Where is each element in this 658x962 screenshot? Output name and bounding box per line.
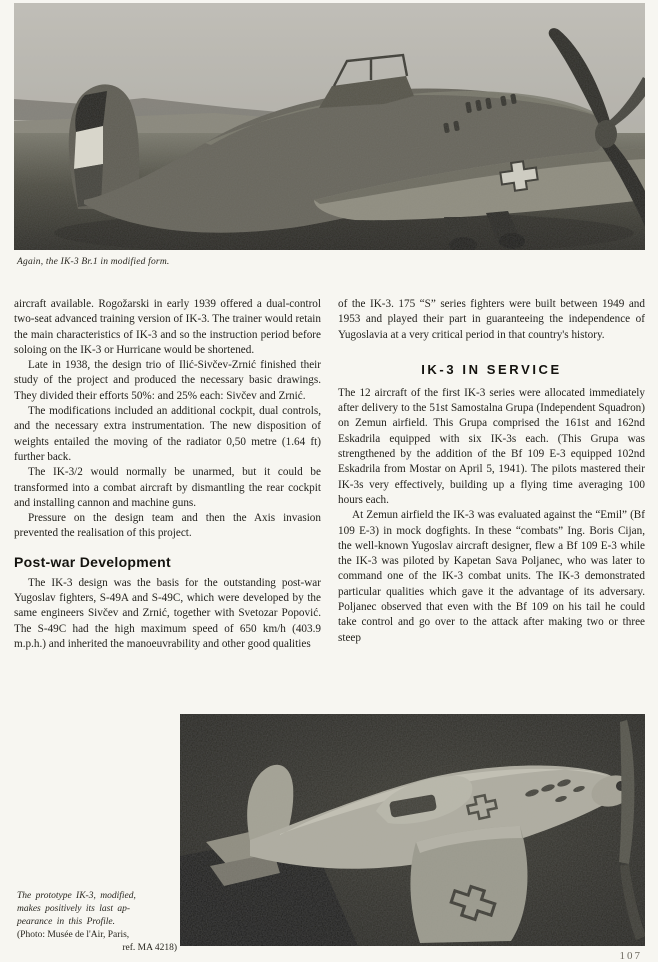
- top-photo-illustration: [14, 3, 645, 250]
- left-column: [14, 297, 321, 652]
- bottom-photo-ik3-prototype: [180, 714, 645, 946]
- top-photo-caption: Again, the IK-3 Br.1 in modified form.: [17, 257, 170, 267]
- section-heading-ik3-in-service: IK-3 IN SERVICE: [421, 361, 562, 377]
- body-paragraph: The IK-3/2 would normally be unarmed, but it could be transformed into a combat aircraft by dismantling the rear cockpit and installing cannon and machine guns.: [14, 466, 321, 509]
- body-columns: [14, 297, 645, 652]
- caption-photo-credit-ref: ref. MA 4218): [122, 943, 177, 953]
- top-photo-ik3-side-view: [14, 3, 645, 250]
- body-paragraph: The modifications included an additional cockpit, dual controls, and the necessary extra instrumentation. The new disposition of weights entailed the moving of the radiator 0,50 metre (1.64 ft) further back.: [14, 405, 321, 463]
- caption-line: The prototype IK-3, modified,: [17, 891, 136, 901]
- page-number: 107: [619, 950, 642, 962]
- section-heading-postwar-development: Post-war Development: [14, 553, 171, 570]
- rudder-stripe-middle: [74, 126, 103, 169]
- body-paragraph: At Zemun airfield the IK-3 was evaluated against the “Emil” (Bf 109 E-3) in mock dogfights. In these “combats” Ing. Boris Cijan, the well-known Yugoslav aircraft designer, flew a Bf 109 E-3 while the IK-3 was piloted by Kapetan Sava Poljanec, who was later to command one of the IK-3 combat units. The IK-3 demonstrated particular qualities which gave it the advantage of its adversary. Poljanec observed that even with the Bf 109 on his tail he could take control and go over to the attack after making two or three steep: [338, 509, 645, 644]
- caption-line: pearance in this Profile.: [17, 917, 115, 927]
- body-paragraph: The 12 aircraft of the first IK-3 series were allocated immediately after delivery to the 51st Samostalna Grupa (Independent Squadron) on Zemun airfield. This Grupa comprised the 161st and 162nd Eskadrila equipped with six IK-3s each. (This Grupa was strengthened by the addition of the Bf 109 E-3 equipped 102nd Eskadrila from Mostar on April 5, 1941). The pilots mastered their IK-3s very effectively, building up a flying time averaging 100 hours each.: [338, 386, 645, 506]
- caption-line: makes positively its last ap-: [17, 904, 131, 914]
- bottom-photo-caption: [17, 890, 177, 955]
- body-paragraph: aircraft available. Rogožarski in early 1939 offered a dual-control two-seat advanced training version of IK-3. The trainer would retain the main characteristics of IK-3 and so the instruction period before soloing on the IK-3 or Hurricane would be shortened.: [14, 298, 321, 356]
- bottom-photo-illustration: [180, 714, 645, 946]
- body-paragraph: Late in 1938, the design trio of Ilić-Sivčev-Zrnić finished their study of the project and produced the necessary basic drawings. They divided their efforts 50%: and 25% each: Sivčev and Zrnić.: [14, 359, 321, 402]
- body-paragraph: Pressure on the design team and then the Axis invasion prevented the realisation of this project.: [14, 512, 321, 540]
- spinner: [595, 120, 617, 148]
- right-column: [338, 297, 645, 652]
- body-paragraph: The IK-3 design was the basis for the outstanding post-war Yugoslav fighters, S-49A and S-49C, which were developed by the same engineers Sivčev and Zrnić, together with Svetozar Popović. The S-49C had the high maximum speed of 650 km/h (403.9 m.p.h.) and inherited the manoeuvrability and other good qualities: [14, 576, 321, 650]
- body-paragraph: of the IK-3. 175 “S” series fighters were built between 1949 and 1953 and played their part in guaranteeing the independence of Yugoslavia at a very critical period in that country's history.: [338, 298, 645, 341]
- caption-photo-credit: (Photo: Musée de l'Air, Paris,: [17, 930, 130, 940]
